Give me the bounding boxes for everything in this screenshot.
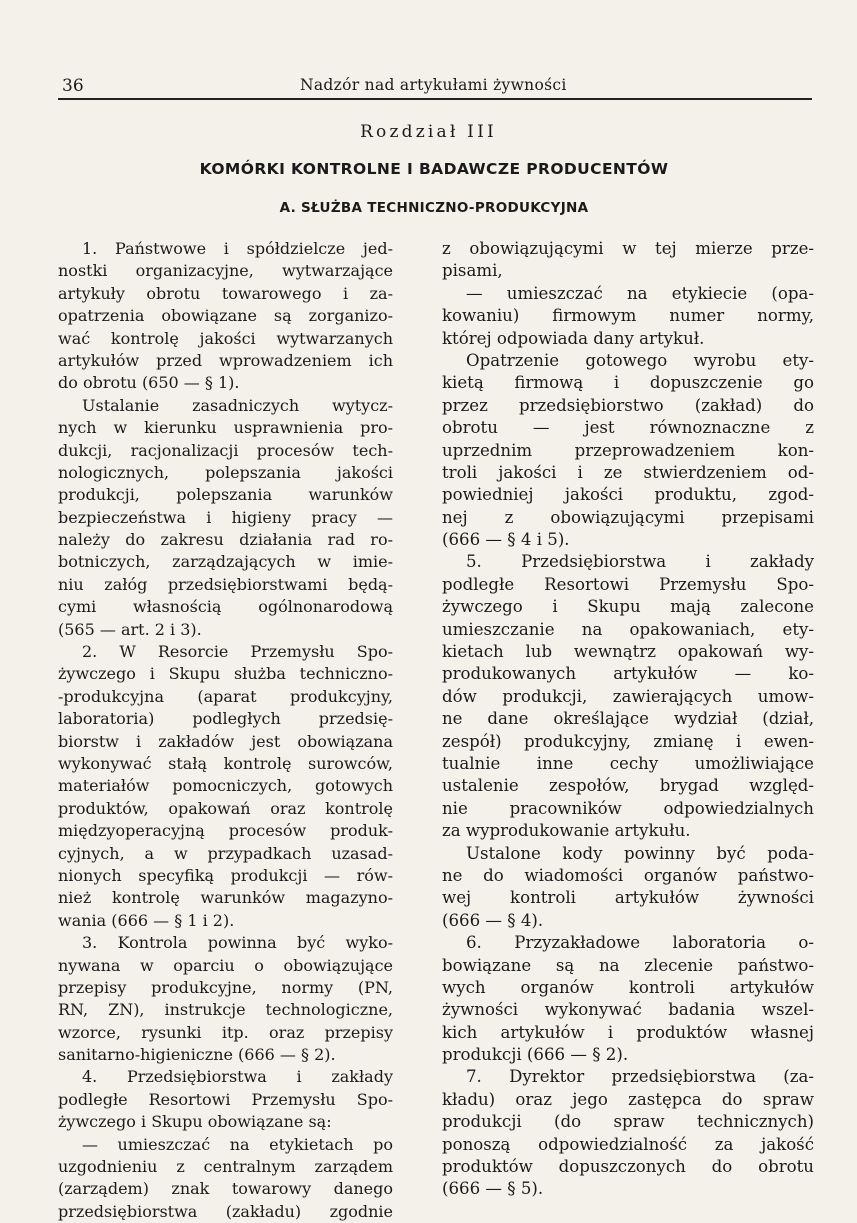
text-line: sanitarno-higieniczne (666 — § 2). bbox=[58, 1045, 336, 1065]
text-line: RN, ZN), instrukcje technologiczne, bbox=[58, 1000, 393, 1020]
text-line: za wyprodukowanie artykułu. bbox=[442, 821, 691, 841]
text-line: 7. Dyrektor przedsiębiorstwa (za- bbox=[466, 1067, 814, 1087]
text-line: materiałów pomocniczych, gotowych bbox=[58, 776, 393, 796]
text-line: artykułów przed wprowadzeniem ich bbox=[58, 350, 393, 370]
text-line: ne do wiadomości organów państwo- bbox=[442, 865, 814, 885]
text-line: nostki organizacyjne, wytwarzające bbox=[58, 261, 393, 281]
text-line: wać kontrolę jakości wytwarzanych bbox=[58, 328, 393, 348]
text-line: kich artykułów i produktów własnej bbox=[442, 1022, 814, 1042]
subsection-title: A. SŁUŻBA TECHNICZNO-PRODUKCYJNA bbox=[279, 200, 589, 216]
text-line: nionych specyfiką produkcji — rów- bbox=[58, 865, 393, 885]
text-line: produkcji, polepszania warunków bbox=[58, 485, 393, 505]
text-line: (666 — § 4 i 5). bbox=[442, 530, 570, 550]
text-line: cymi własnością ogólnonarodową bbox=[58, 597, 393, 617]
text-line: wania (666 — § 1 i 2). bbox=[58, 910, 235, 930]
text-line: żywności wykonywać badania wszel- bbox=[442, 1000, 814, 1020]
text-line: — umieszczać na etykiecie (opa- bbox=[466, 283, 814, 303]
running-header bbox=[58, 74, 812, 100]
text-line: ne dane określające wydział (dział, bbox=[442, 709, 814, 729]
text-line: ponoszą odpowiedzialność za jakość bbox=[442, 1134, 814, 1154]
text-line: wych organów kontroli artykułów bbox=[442, 977, 814, 997]
text-line: 2. W Resorcie Przemysłu Spo- bbox=[82, 642, 393, 662]
text-line: nologicznych, polepszania jakości bbox=[58, 462, 393, 482]
text-line: nych w kierunku usprawnienia pro- bbox=[58, 418, 393, 438]
text-line: (666 — § 4). bbox=[442, 910, 544, 930]
text-line: — umieszczać na etykietach po bbox=[82, 1134, 393, 1154]
text-line: podległe Resortowi Przemysłu Spo- bbox=[442, 574, 814, 594]
text-line: wykonywać stałą kontrolę surowców, bbox=[58, 753, 393, 773]
text-line: obrotu — jest równoznaczne z bbox=[442, 418, 814, 438]
text-line: biorstw i zakładów jest obowiązana bbox=[58, 731, 393, 751]
text-line: opatrzenia obowiązane są zorganizo- bbox=[58, 306, 393, 326]
text-line: żywczego i Skupu obowiązane są: bbox=[58, 1112, 332, 1132]
chapter-heading: Rozdział III bbox=[360, 122, 497, 142]
text-line: (zarządem) znak towarowy danego bbox=[58, 1179, 393, 1199]
left-text-column bbox=[58, 238, 393, 1223]
text-line: kietą firmową i dopuszczenie go bbox=[442, 373, 814, 393]
text-line: dukcji, racjonalizacji procesów tech- bbox=[58, 440, 393, 460]
text-line: uprzednim przeprowadzeniem kon- bbox=[442, 440, 814, 460]
text-line: -produkcyjna (aparat produkcyjny, bbox=[58, 686, 393, 706]
text-line: produkcji (666 — § 2). bbox=[442, 1045, 629, 1065]
text-line: 5. Przedsiębiorstwa i zakłady bbox=[466, 552, 814, 572]
text-line: wej kontroli artykułów żywności bbox=[442, 888, 814, 908]
text-line: cyjnych, a w przypadkach uzasad- bbox=[58, 843, 393, 863]
text-line: dów produkcji, zawierających umow- bbox=[442, 686, 814, 706]
text-line: botniczych, zarządzających w imie- bbox=[58, 552, 393, 572]
text-line: zespół) produkcyjny, zmianę i ewen- bbox=[442, 731, 814, 751]
text-line: kowaniu) firmowym numer normy, bbox=[442, 306, 814, 326]
text-line: pisami, bbox=[442, 261, 503, 281]
text-line: żywczego i Skupu służba techniczno- bbox=[58, 664, 393, 684]
text-line: troli jakości i ze stwierdzeniem od- bbox=[442, 462, 814, 482]
text-line: należy do zakresu działania rad ro- bbox=[58, 530, 393, 550]
text-line: produkowanych artykułów — ko- bbox=[442, 664, 814, 684]
text-line: nywana w oparciu o obowiązujące bbox=[58, 955, 393, 975]
text-line: bezpieczeństwa i higieny pracy — bbox=[58, 507, 393, 527]
page-number: 36 bbox=[62, 76, 84, 96]
text-line: do obrotu (650 — § 1). bbox=[58, 373, 240, 393]
text-line: której odpowiada dany artykuł. bbox=[442, 328, 705, 348]
text-line: przez przedsiębiorstwo (zakład) do bbox=[442, 395, 814, 415]
text-line: 3. Kontrola powinna być wyko- bbox=[82, 933, 393, 953]
text-line: wzorce, rysunki itp. oraz przepisy bbox=[58, 1022, 393, 1042]
text-line: powiedniej jakości produktu, zgod- bbox=[442, 485, 814, 505]
text-line: (565 — art. 2 i 3). bbox=[58, 619, 202, 639]
text-line: niu załóg przedsiębiorstwami będą- bbox=[58, 574, 393, 594]
text-line: kładu) oraz jego zastępca do spraw bbox=[442, 1089, 814, 1109]
text-line: kietach lub wewnątrz opakowań wy- bbox=[442, 642, 814, 662]
text-line: 1. Państwowe i spółdzielcze jed- bbox=[82, 239, 393, 258]
text-line: nież kontrolę warunków magazyno- bbox=[58, 888, 393, 908]
right-text-column bbox=[442, 238, 814, 1201]
text-line: nej z obowiązującymi przepisami bbox=[442, 507, 814, 527]
text-line: podległe Resortowi Przemysłu Spo- bbox=[58, 1089, 393, 1109]
text-line: produktów dopuszczonych do obrotu bbox=[442, 1157, 814, 1177]
text-line: laboratoria) podległych przedsię- bbox=[58, 709, 393, 729]
text-line: Ustalanie zasadniczych wytycz- bbox=[82, 395, 393, 415]
text-line: przepisy produkcyjne, normy (PN, bbox=[58, 977, 393, 997]
text-line: produktów, opakowań oraz kontrolę bbox=[58, 798, 393, 818]
text-line: produkcji (do spraw technicznych) bbox=[442, 1112, 814, 1132]
text-line: nie pracowników odpowiedzialnych bbox=[442, 798, 814, 818]
text-line: żywczego i Skupu mają zalecone bbox=[442, 597, 814, 617]
section-title: KOMÓRKI KONTROLNE I BADAWCZE PRODUCENTÓW bbox=[199, 160, 669, 178]
text-line: międzyoperacyjną procesów produk- bbox=[58, 821, 393, 841]
text-line: uzgodnieniu z centralnym zarządem bbox=[58, 1157, 393, 1177]
text-line: tualnie inne cechy umożliwiające bbox=[442, 753, 814, 773]
running-title: Nadzór nad artykułami żywności bbox=[300, 76, 567, 94]
text-line: z obowiązującymi w tej mierze prze- bbox=[442, 239, 814, 258]
text-line: 4. Przedsiębiorstwa i zakłady bbox=[82, 1067, 393, 1087]
text-line: (666 — § 5). bbox=[442, 1179, 544, 1199]
text-line: przedsiębiorstwa (zakładu) zgodnie bbox=[58, 1201, 393, 1221]
text-line: ustalenie zespołów, brygad względ- bbox=[442, 776, 814, 796]
text-line: artykuły obrotu towarowego i za- bbox=[58, 283, 393, 303]
text-line: 6. Przyzakładowe laboratoria o- bbox=[466, 933, 814, 953]
text-line: bowiązane są na zlecenie państwo- bbox=[442, 955, 814, 975]
text-line: Ustalone kody powinny być poda- bbox=[466, 843, 814, 863]
text-line: Opatrzenie gotowego wyrobu ety- bbox=[466, 350, 814, 370]
text-line: umieszczanie na opakowaniach, ety- bbox=[442, 619, 814, 639]
